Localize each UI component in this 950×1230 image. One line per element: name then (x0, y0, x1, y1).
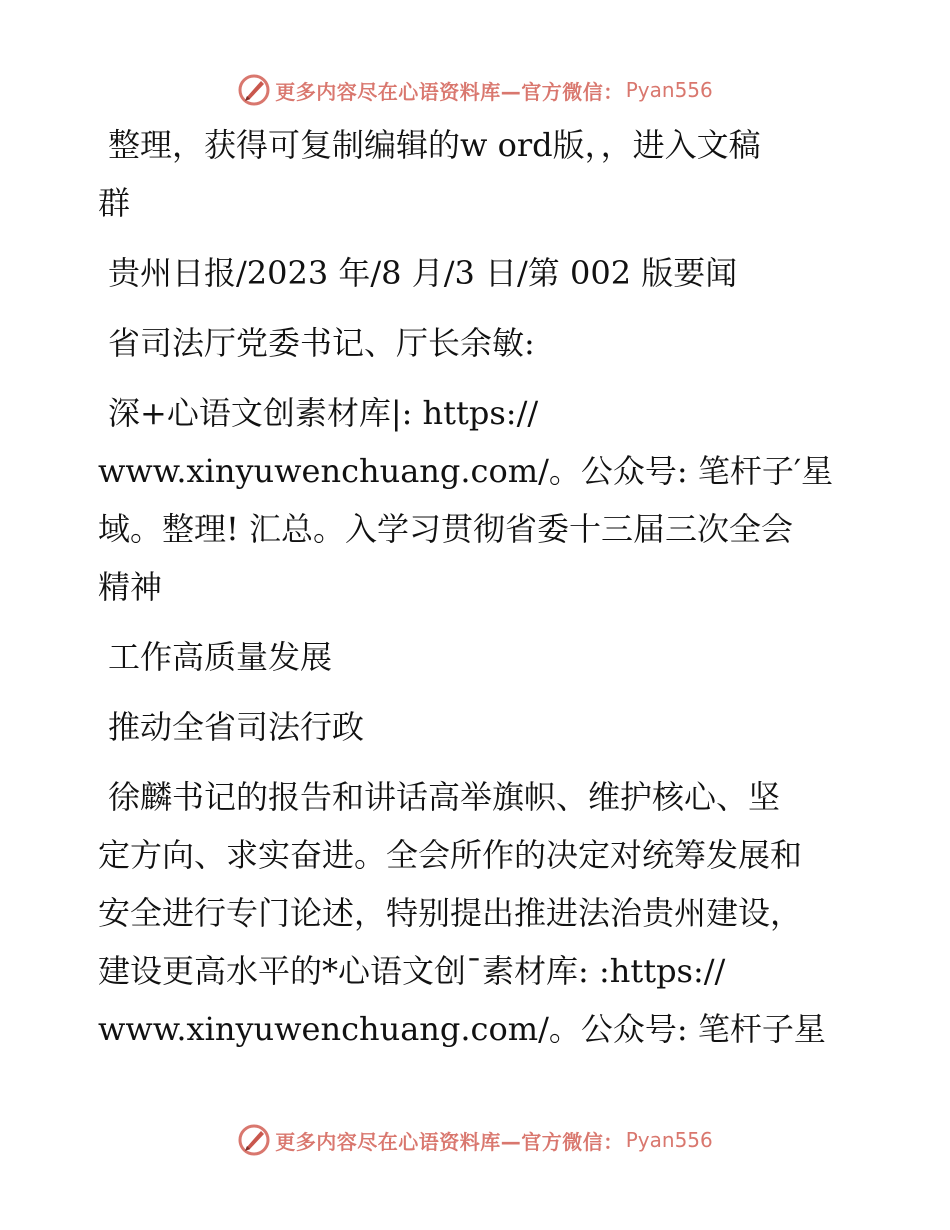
pen-logo-icon (237, 73, 271, 107)
footer-watermark (0, 1120, 950, 1160)
pen-logo-icon (237, 1123, 271, 1157)
document-body (98, 116, 878, 1070)
watermark-text: 更多内容尽在心语资料库—官方微信： (275, 1129, 624, 1154)
header-watermark (0, 70, 950, 110)
paragraph-heading-2: 推动全省司法行政 (108, 708, 365, 746)
watermark-wechat-id: Pyan556 (625, 1128, 713, 1152)
paragraph-intro: 整理，获得可复制编辑的w ord版，，进入文稿 群 (98, 126, 761, 222)
paragraph-body: 徐麟书记的报告和讲话高举旗帜、维护核心、坚 定方向、求实奋进。全会所作的决定对统筹发展和 安全进行专门论述，特别提出推进法治贵州建设， 建设更高水平的*心语文创¯素材库: :https:// www.xinyuwenchuang.com/。公众号: 笔杆子星 (98, 778, 826, 1048)
paragraph-author: 省司法厅党委书记、厅长余敏: (108, 324, 535, 362)
watermark-wechat-id: Pyan556 (625, 78, 713, 102)
paragraph-source: 贵州日报/2023 年/8 月/3 日/第 002 版要闻 (108, 254, 738, 292)
paragraph-watermark-link: 深+心语文创素材库|: https:// www.xinyuwenchuang.com/。公众号: 笔杆子′星 域。整理! 汇总。入学习贯彻省委十三届三次全会 精神 (98, 394, 834, 606)
watermark-text: 更多内容尽在心语资料库—官方微信： (275, 79, 624, 104)
paragraph-heading-1: 工作高质量发展 (108, 638, 333, 676)
